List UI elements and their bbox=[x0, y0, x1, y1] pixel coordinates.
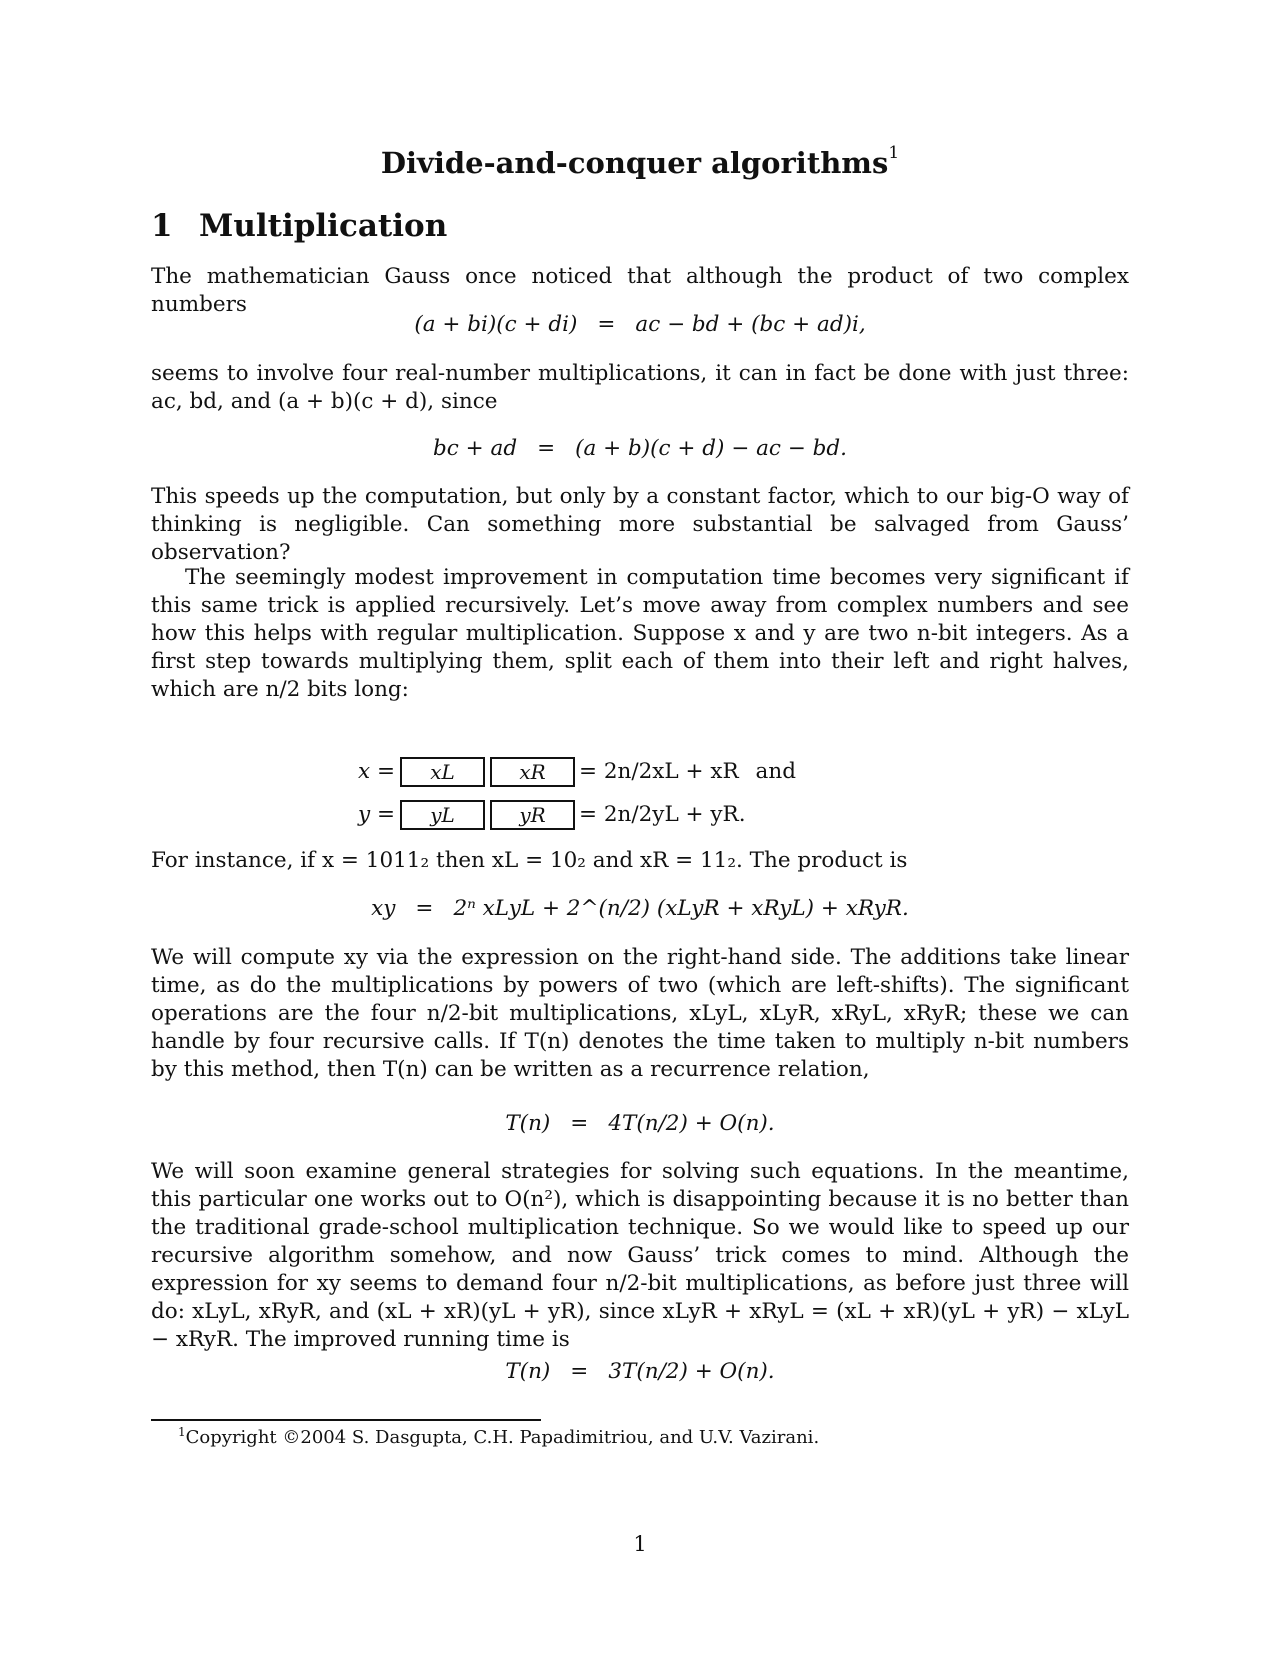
split-y-row bbox=[355, 800, 915, 830]
equation-5 bbox=[0, 1358, 1280, 1386]
equation-4 bbox=[0, 1110, 1280, 1138]
equation-2 bbox=[0, 435, 1280, 463]
split-x-left-box: xL bbox=[400, 757, 485, 787]
eq4-op: = bbox=[570, 1111, 589, 1136]
eq5-op: = bbox=[570, 1359, 589, 1384]
paragraph-1: The mathematician Gauss once noticed that although the product of two complex numbers bbox=[151, 264, 1129, 317]
split-y-right-box: yR bbox=[490, 800, 575, 830]
footnote-rule bbox=[151, 1419, 541, 1421]
equation-1 bbox=[0, 311, 1280, 339]
eq2-op: = bbox=[537, 436, 556, 461]
eq5-rhs: 3T(n/2) + O(n). bbox=[608, 1359, 775, 1384]
eq4-lhs: T(n) bbox=[505, 1111, 551, 1136]
paragraph-2: seems to involve four real-number multiplications, it can in fact be done with just three: ac, bd, and (a + b)(c + d), since bbox=[151, 361, 1129, 414]
split-x-label: x = bbox=[358, 759, 395, 784]
title-footnote-mark: 1 bbox=[888, 143, 900, 164]
footnote bbox=[178, 1426, 819, 1450]
section-number: 1 bbox=[151, 208, 173, 244]
eq1-lhs: (a + bi)(c + di) bbox=[414, 312, 578, 337]
eq4-rhs: 4T(n/2) + O(n). bbox=[608, 1111, 775, 1136]
eq5-lhs: T(n) bbox=[505, 1359, 551, 1384]
eq3-rhs: 2ⁿ xLyL + 2^(n/2) (xLyR + xRyL) + xRyR. bbox=[453, 896, 909, 921]
document-title bbox=[0, 143, 1280, 180]
title-text: Divide-and-conquer algorithms bbox=[380, 146, 889, 180]
section-title: Multiplication bbox=[199, 208, 448, 244]
eq3-lhs: xy bbox=[371, 896, 396, 921]
eq3-op: = bbox=[415, 896, 434, 921]
split-y-label: y = bbox=[358, 802, 395, 827]
eq1-rhs: ac − bd + (bc + ad)i, bbox=[635, 312, 866, 337]
split-x-rhs: = 2n/2xL + xR bbox=[579, 759, 739, 784]
page-number: 1 bbox=[633, 1532, 647, 1556]
paragraph-4: The seemingly modest improvement in computation time becomes very significant if this same trick is applied recursively. Let’s move away from complex numbers and see how this helps with regular multiplication. Suppose x and y are two n-bit integers. As a first step towards multiplying them, split each of them into their left and right halves, which are n/2 bits long: bbox=[151, 565, 1129, 702]
equation-3 bbox=[0, 895, 1280, 923]
paragraph-7: We will soon examine general strategies for solving such equations. In the meantime, this particular one works out to O(n²), which is disappointing because it is no better than the traditional grade-school multiplication technique. So we would like to speed up our recursive algorithm somehow, and now Gauss’ trick comes to mind. Although the expression for xy seems to demand four n/2-bit multiplications, as before just three will do: xLyL, xRyR, and (xL + xR)(yL + yR), since xLyR + xRyL = (xL + xR)(yL + yR) − xLyL − xRyR. The improved running time is bbox=[151, 1159, 1129, 1352]
split-y-left-box: yL bbox=[400, 800, 485, 830]
split-x-row bbox=[355, 757, 915, 787]
eq2-lhs: bc + ad bbox=[433, 436, 518, 461]
split-y-rhs: = 2n/2yL + yR. bbox=[579, 802, 746, 827]
split-x-suffix: and bbox=[755, 759, 796, 784]
eq1-op: = bbox=[597, 312, 616, 337]
footnote-text: Copyright ©2004 S. Dasgupta, C.H. Papadimitriou, and U.V. Vazirani. bbox=[185, 1427, 820, 1448]
footnote-mark: 1 bbox=[178, 1425, 186, 1439]
paragraph-6: We will compute xy via the expression on the right-hand side. The additions take linear time, as do the multiplications by powers of two (which are left-shifts). The significant operations are the four n/2-bit multiplications, xLyL, xLyR, xRyL, xRyR; these we can handle by four recursive calls. If T(n) denotes the time taken to multiply n-bit numbers by this method, then T(n) can be written as a recurrence relation, bbox=[151, 945, 1129, 1082]
eq2-rhs: (a + b)(c + d) − ac − bd. bbox=[575, 436, 847, 461]
split-x-right-box: xR bbox=[490, 757, 575, 787]
section-heading bbox=[151, 208, 447, 244]
paragraph-3: This speeds up the computation, but only by a constant factor, which to our big-O way of thinking is negligible. Can something more substantial be salvaged from Gauss’ observation? bbox=[151, 484, 1129, 565]
paragraph-5: For instance, if x = 1011₂ then xL = 10₂ and xR = 11₂. The product is bbox=[151, 848, 908, 873]
